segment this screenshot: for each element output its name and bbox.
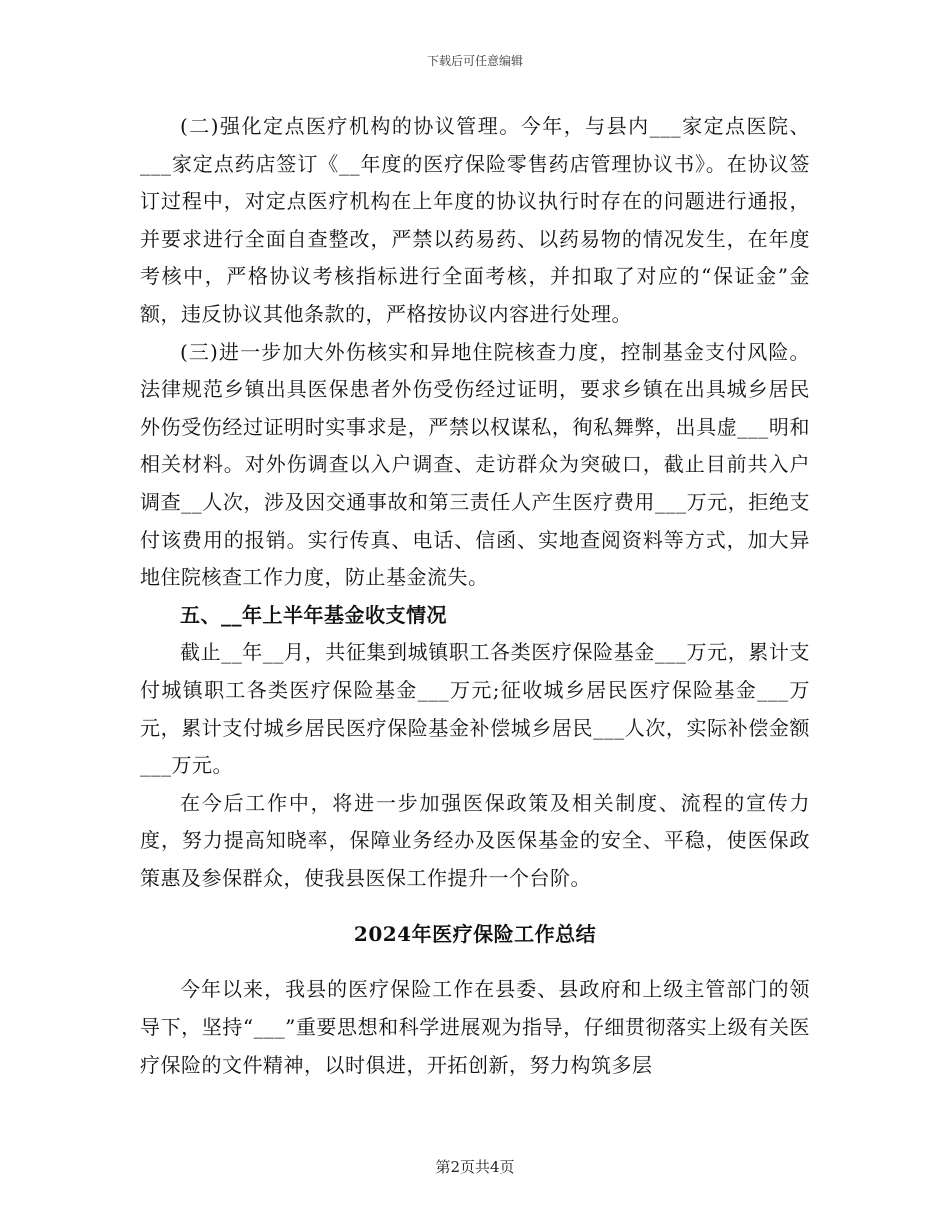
paragraph-agreement-management: (二)强化定点医疗机构的协议管理。今年，与县内___家定点医院、___家定点药店签订《__年度的医疗保险零售药店管理协议书》。在协议签订过程中，对定点医疗机构在上年度的协议执行时存在的问题进行通报，并要求进行全面自查整改，严禁以药易药、以药易物的情况发生，在年度考核中，严格协议考核指标进行全面考核，并扣取了对应的“保证金”金额，违反协议其他条款的，严格按协议内容进行处理。 [140, 114, 810, 326]
paragraph-fund-figures: 截止__年__月，共征集到城镇职工各类医疗保险基金___万元，累计支付城镇职工各类医疗保险基金___万元;征收城乡居民医疗保险基金___万元，累计支付城乡居民医疗保险基金补偿城乡居民___人次，实际补偿金额___万元。 [140, 640, 810, 778]
page-number: 第2页共4页 [435, 1158, 515, 1176]
paragraph-intro: 今年以来，我县的医疗保险工作在县委、县政府和上级主管部门的领导下，坚持“___”重要思想和科学进展观为指导，仔细贯彻落实上级有关医疗保险的文件精神，以时俱进，开拓创新，努力构筑多层 [140, 977, 810, 1077]
document-title: 2024年医疗保险工作总结 [353, 922, 597, 947]
paragraph-injury-verification: (三)进一步加大外伤核实和异地住院核查力度，控制基金支付风险。法律规范乡镇出具医保患者外伤受伤经过证明，要求乡镇在出具城乡居民外伤受伤经过证明时实事求是，严禁以权谋私，徇私舞弊，出具虚___明和相关材料。对外伤调查以入户调查、走访群众为突破口，截止目前共入户调查__人次，涉及因交通事故和第三责任人产生医疗费用___万元，拒绝支付该费用的报销。实行传真、电话、信函、实地查阅资料等方式，加大异地住院核查工作力度，防止基金流失。 [140, 339, 810, 590]
section-heading-fund-balance: 五、__年上半年基金收支情况 [180, 602, 447, 627]
document-body [140, 108, 810, 1084]
page-header: 下载后可任意编辑 [426, 54, 523, 68]
paragraph-future-work: 在今后工作中，将进一步加强医保政策及相关制度、流程的宣传力度，努力提高知晓率，保障业务经办及医保基金的安全、平稳，使医保政策惠及参保群众，使我县医保工作提升一个台阶。 [140, 790, 810, 890]
